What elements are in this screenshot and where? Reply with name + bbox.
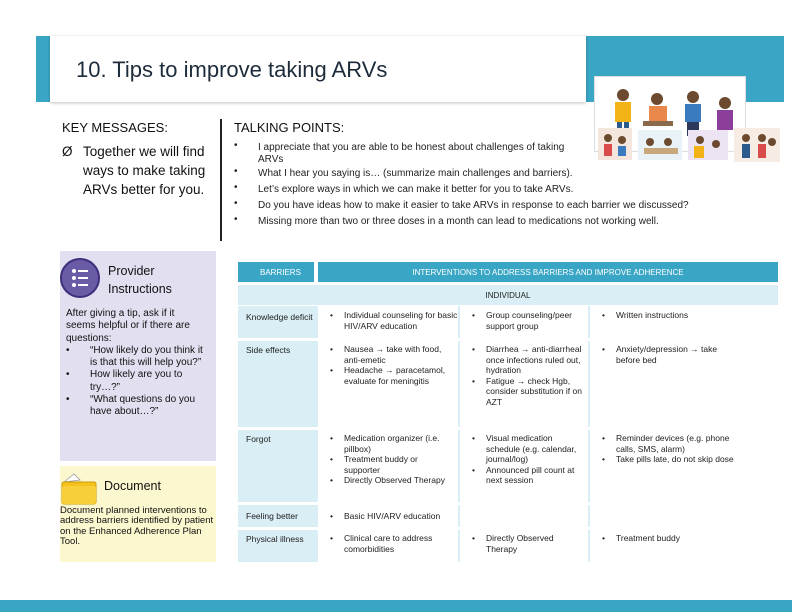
checklist-icon: [60, 258, 100, 298]
intervention-cell: • Reminder devices (e.g. phone calls, SMS, alarm) • Take pills late, do not skip dose: [590, 430, 778, 502]
arrow-bullet-icon: Ø: [62, 144, 73, 159]
page-title: 10. Tips to improve taking ARVs: [76, 57, 388, 82]
document-text: Document planned interventions to address barriers identified by patient on the Enhanced Adherence Plan Tool.: [60, 505, 214, 547]
talking-point: • Do you have ideas how to make it easier to take ARVs in response to each barrier we discussed?: [234, 198, 689, 211]
bottom-bar: [0, 600, 792, 612]
question-item: • How likely are you to try…?”: [66, 369, 183, 393]
talking-point: • What I hear you saying is… (summarize main challenges and barriers).: [234, 166, 573, 179]
talking-point: • Missing more than two or three doses in a month can lead to medications not working well.: [234, 214, 659, 227]
provider-intro: After giving a tip, ask if it seems helpful or if there are questions:: [66, 308, 190, 344]
talking-point: • Let’s explore ways in which we can make it better for you to take ARVs.: [234, 182, 574, 195]
barrier-cell: Feeling better: [238, 505, 314, 527]
intervention-cell: • Group counseling/peer support group: [460, 306, 588, 338]
intervention-cell: • Written instructions: [590, 306, 778, 338]
barrier-cell: Physical illness: [238, 530, 314, 562]
individual-subheader: INDIVIDUAL: [238, 285, 778, 305]
interventions-header: INTERVENTIONS TO ADDRESS BARRIERS AND IMPROVE ADHERENCE: [318, 262, 778, 282]
barriers-header: BARRIERS: [238, 262, 314, 282]
question-item: • “What questions do you have about…?”: [66, 394, 196, 418]
intervention-cell: • Visual medication schedule (e.g. calendar, journal/log) • Announced pill count at next session: [460, 430, 588, 502]
intervention-cell: • Medication organizer (i.e. pillbox) • Treatment buddy or supporter • Directly Observed Therapy: [318, 430, 458, 502]
intervention-cell: • Individual counseling for basic HIV/ARV education: [318, 306, 458, 338]
divider: [220, 119, 222, 241]
intervention-cell: • Directly Observed Therapy: [460, 530, 588, 562]
intervention-cell: • Clinical care to address comorbidities: [318, 530, 458, 562]
key-messages-heading: KEY MESSAGES:: [62, 120, 168, 135]
intervention-cell: • Treatment buddy: [590, 530, 778, 562]
intervention-cell: • Nausea → take with food, anti-emetic • Headache → paracetamol, evaluate for meningitis: [318, 341, 458, 427]
talking-point: • I appreciate that you are able to be honest about challenges of taking ARVs: [234, 140, 565, 165]
provider-instructions-heading: Provider Instructions: [108, 264, 172, 296]
barrier-cell: Side effects: [238, 341, 314, 427]
key-message-text: Together we will find ways to make taking ARVs better for you.: [83, 144, 206, 197]
talking-points-list: [234, 140, 774, 230]
question-item: • “How likely do you think it is that this will help you?”: [66, 344, 203, 369]
intervention-cell: • Basic HIV/ARV education: [318, 505, 458, 527]
provider-instructions-body: [66, 308, 206, 419]
intervention-cell: [590, 505, 778, 527]
intervention-cell: • Diarrhea → anti-diarrheal once infections ruled out, hydration • Fatigue → check Hgb, consider substitution if on AZT: [460, 341, 588, 427]
document-heading: Document: [104, 479, 161, 493]
barrier-cell: Knowledge deficit: [238, 306, 314, 338]
barrier-cell: Forgot: [238, 430, 314, 502]
top-margin: [0, 0, 792, 36]
intervention-cell: [460, 505, 588, 527]
talking-points-heading: TALKING POINTS:: [234, 120, 345, 135]
intervention-cell: • Anxiety/depression → take before bed: [590, 341, 778, 427]
